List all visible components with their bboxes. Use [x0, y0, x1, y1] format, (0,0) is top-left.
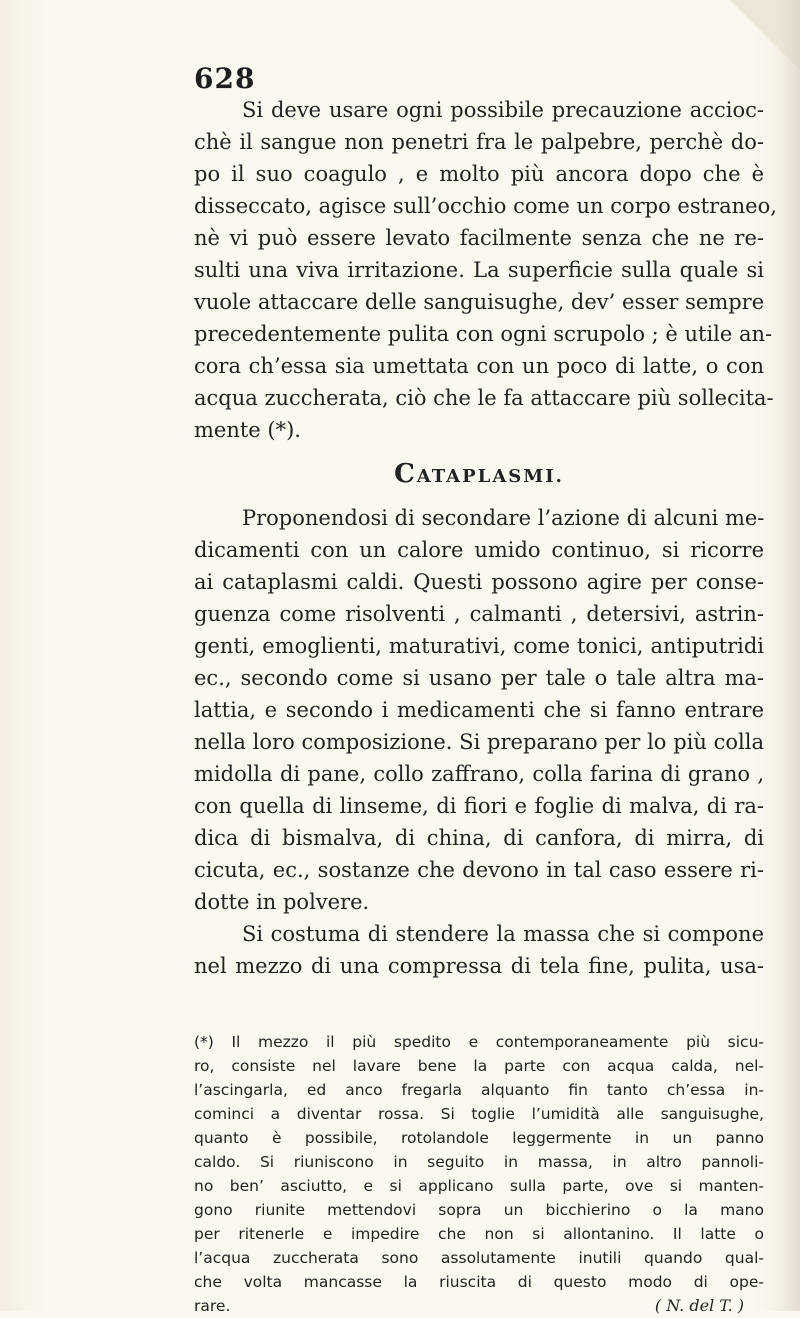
text-line: mente (*).	[194, 418, 301, 442]
footnote-line: cominci a diventar rossa. Si toglie l’umidità alle sanguisughe,	[194, 1105, 764, 1123]
footnote-line: l’ascingarla, ed anco fregarla alquanto fin tanto ch’essa in-	[194, 1081, 764, 1099]
text-line: nella loro composizione. Si preparano per lo più colla	[194, 730, 764, 754]
section-heading	[194, 446, 764, 502]
footnote-last-line	[194, 1294, 764, 1318]
footnote-line-end: rare.	[194, 1297, 231, 1315]
text-line: genti, emoglienti, maturativi, come tonici, antiputridi	[194, 634, 764, 658]
text-line: dotte in polvere.	[194, 890, 370, 914]
text-line: acqua zuccherata, ciò che le fa attaccare più sollecita-	[194, 386, 774, 410]
text-line: midolla di pane, collo zaffrano, colla farina di grano ,	[194, 762, 764, 786]
text-line: guenza come risolventi , calmanti , detersivi, astrin-	[194, 602, 764, 626]
footnote-line: ro, consiste nel lavare bene la parte con acqua calda, nel-	[194, 1057, 764, 1075]
text-line: nè vi può essere levato facilmente senza che ne re-	[194, 226, 764, 250]
paragraph-spreading	[194, 918, 764, 982]
page-edge-shadow	[778, 0, 800, 1311]
text-line: precedentemente pulita con ogni scrupolo ; è utile an-	[194, 322, 773, 346]
text-line: dicamenti con un calore umido continuo, si ricorre	[194, 538, 764, 562]
text-line: dica di bismalva, di china, di canfora, di mirra, di	[194, 826, 764, 850]
text-line: chè il sangue non penetri fra le palpebre, perchè do-	[194, 130, 764, 154]
text-line: vuole attaccare delle sanguisughe, dev’ esser sempre	[194, 290, 765, 314]
footnote-line: per ritenerle e impedire che non si allontanino. Il latte o	[194, 1225, 764, 1243]
text-line: Si costuma di stendere la massa che si compone	[242, 922, 764, 946]
page-number: 628	[194, 62, 256, 95]
footnote-line: no ben’ asciutto, e si applicano sulla parte, ove si manten-	[194, 1177, 764, 1195]
text-line: disseccato, agisce sull’occhio come un corpo estraneo,	[194, 194, 777, 218]
paragraph-cataplasms	[194, 502, 764, 918]
text-line: nel mezzo di una compressa di tela fine, pulita, usa-	[194, 954, 764, 978]
footnote-line: l’acqua zuccherata sono assolutamente inutili quando qual-	[194, 1249, 764, 1267]
footnote-line: caldo. Si riuniscono in seguito in massa, in altro pannoli-	[194, 1153, 764, 1171]
footnote-line: (*) Il mezzo il più spedito e contemporaneamente più sicu-	[194, 1033, 764, 1051]
text-line: ec., secondo come si usano per tale o tale altra ma-	[194, 666, 764, 690]
text-line: cicuta, ec., sostanze che devono in tal caso essere ri-	[194, 858, 764, 882]
text-line: ai cataplasmi caldi. Questi possono agire per conse-	[194, 570, 764, 594]
text-line: cora ch’essa sia umettata con un poco di latte, o con	[194, 354, 764, 378]
text-line: Proponendosi di secondare l’azione di alcuni me-	[242, 506, 765, 530]
footnote-line: gono riunite mettendovi sopra un bicchierino o la mano	[194, 1201, 764, 1219]
footnote	[194, 1030, 764, 1318]
footnote-line: che volta mancasse la riuscita di questo modo di ope-	[194, 1273, 764, 1291]
section-heading-initial: C	[394, 459, 417, 489]
section-heading-rest: ATAPLASMI.	[416, 466, 564, 487]
text-line: sulti una viva irritazione. La superficie sulla quale si	[194, 258, 764, 282]
main-text	[194, 94, 777, 982]
footnote-signature: ( N. del T. )	[654, 1296, 744, 1315]
text-line: lattia, e secondo i medicamenti che si fanno entrare	[194, 698, 764, 722]
text-line: con quella di linseme, di fiori e foglie di malva, di ra-	[194, 794, 764, 818]
text-line: po il suo coagulo , e molto più ancora dopo che è	[194, 162, 764, 186]
paragraph-leeches	[194, 94, 777, 446]
text-line: Si deve usare ogni possibile precauzione accioc-	[242, 98, 764, 122]
footnote-line: quanto è possibile, rotolandole leggermente in un panno	[194, 1129, 764, 1147]
